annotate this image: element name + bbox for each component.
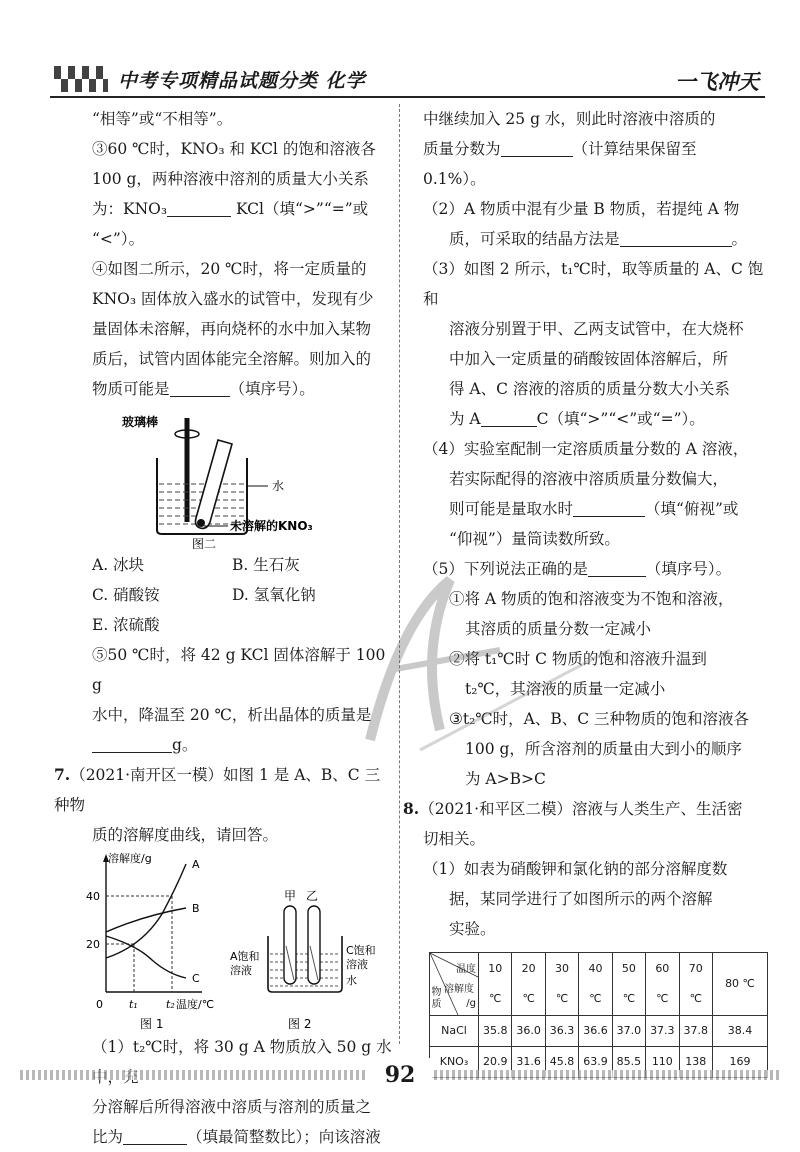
curve-label-c: C: [192, 972, 200, 985]
table-header-cell: 10 ℃: [479, 953, 512, 1016]
figure-caption: 图 1: [140, 1017, 164, 1031]
table-cell: 36.3: [545, 1016, 578, 1047]
option-c[interactable]: C. 硝酸铵: [92, 586, 160, 604]
table-header-cell: 40 ℃: [579, 953, 612, 1016]
page-footer: [0, 1058, 800, 1098]
text-line: “仰视”）量筒读数所致。: [449, 530, 620, 548]
text-line: [423, 494, 768, 524]
origin-label: 0: [96, 998, 103, 1011]
answer-blank[interactable]: [481, 408, 537, 427]
table-cell: 36.0: [512, 1016, 545, 1047]
answer-blank[interactable]: [167, 198, 231, 217]
y-label: 溶解度/g: [108, 852, 152, 865]
table-cell: 169: [713, 1047, 768, 1078]
curve-c: [106, 936, 186, 978]
option-list: [92, 550, 394, 640]
header-title: 中考专项精品试题分类 化学: [118, 70, 366, 92]
text-span: （填最简整数比）；向该溶液: [187, 1128, 381, 1146]
text-line: 质的溶解度曲线，请回答。: [92, 826, 279, 844]
text-line: 中加入一定质量的硝酸铵固体溶解后，所: [449, 350, 729, 368]
label-water: 水: [346, 974, 357, 987]
y-tick-40: 40: [86, 890, 100, 903]
text-span: （计算结果保留至: [572, 140, 697, 158]
option-e[interactable]: E. 浓硫酸: [92, 616, 160, 634]
label-c-solution-2: 溶液: [346, 958, 368, 971]
table-cell: 38.4: [713, 1016, 768, 1047]
text-line: 中继续加入 25 g 水，则此时溶液中溶质的: [423, 110, 716, 128]
text-line: 100 g，两种溶液中溶剂的质量大小关系: [92, 170, 369, 188]
answer-blank[interactable]: [573, 498, 645, 517]
text-span: g。: [172, 736, 198, 754]
text-span: 。: [731, 230, 748, 248]
table-row: [430, 1016, 768, 1047]
text-line: KNO₃ 固体放入盛水的试管中，发现有少: [92, 290, 374, 308]
figures-row: [86, 850, 394, 1032]
text-line: [92, 374, 394, 404]
text-line: 其溶质的质量分数一定减小: [465, 620, 652, 638]
left-column: [54, 104, 394, 1152]
corner-bottom: 物质: [431, 987, 442, 1010]
beaker-outline: [268, 936, 342, 992]
label-a-solution: A饱和: [230, 950, 260, 963]
text-line: 0.1%）。: [423, 170, 486, 188]
text-line: ③t₂℃时，A、B、C 三种物质的饱和溶液各: [449, 710, 750, 728]
table-header-cell: 20 ℃: [512, 953, 545, 1016]
curve-label-b: B: [192, 902, 200, 915]
table-cell: 45.8: [545, 1047, 578, 1078]
option-a[interactable]: A. 冰块: [92, 556, 145, 574]
table-cell: 63.9: [579, 1047, 612, 1078]
water-hatching: [270, 954, 340, 986]
question-7: [54, 760, 394, 820]
text-line: [92, 730, 394, 760]
text-span: 为 A: [449, 410, 481, 428]
solubility-chart: [86, 850, 392, 1032]
text-span: 比为: [92, 1128, 124, 1146]
undissolved-solid: [197, 519, 205, 527]
text-line: ⑤50 ℃时，将 42 g KCl 固体溶解于 100 g: [92, 646, 386, 694]
right-column: [403, 104, 768, 1078]
table-cell: 36.6: [579, 1016, 612, 1047]
text-line: 为 A>B>C: [465, 770, 546, 788]
answer-blank[interactable]: [92, 734, 172, 753]
table-header-cell: 60 ℃: [646, 953, 679, 1016]
x-tick-t1: t₁: [129, 998, 138, 1011]
question-number: 7.: [54, 765, 71, 784]
text-line: [92, 1122, 394, 1152]
text-line: ①将 A 物质的饱和溶液变为不饱和溶液，: [449, 590, 734, 608]
text-line: “相等”或“不相等”。: [92, 110, 233, 128]
answer-blank[interactable]: [170, 378, 230, 397]
text-line: t₂℃，其溶液的质量一定减小: [465, 680, 666, 698]
label-undissolved: 未溶解的KNO₃: [230, 519, 313, 533]
curve-label-a: A: [192, 858, 200, 871]
table-header-cell: 70 ℃: [679, 953, 712, 1016]
text-span: 为：KNO₃: [92, 200, 168, 218]
text-line: （4）实验室配制一定溶质质量分数的 A 溶液，: [423, 440, 749, 458]
table-header-cell: 50 ℃: [612, 953, 645, 1016]
page-number: 92: [368, 1058, 432, 1092]
table-cell: 85.5: [612, 1047, 645, 1078]
text-span: 质，可采取的结晶方法是: [449, 230, 620, 248]
table-cell: 37.8: [679, 1016, 712, 1047]
text-span: C（填“>”“<”或“=”）。: [536, 410, 705, 428]
text-span: 物质可能是: [92, 380, 170, 398]
text-line: 溶液分别置于甲、乙两支试管中，在大烧杯: [449, 320, 744, 338]
text-line: 若实际配得的溶液中溶质质量分数偏大，: [449, 470, 729, 488]
text-line: 量固体未溶解，再向烧杯的水中加入某物: [92, 320, 372, 338]
text-span: 质量分数为: [423, 140, 501, 158]
figure-caption: 图 2: [288, 1017, 312, 1031]
checker-logo: [54, 66, 108, 92]
column-divider: [399, 104, 400, 1044]
table-cell: 37.0: [612, 1016, 645, 1047]
text-line: [92, 194, 394, 224]
figure-caption: 图二: [192, 537, 217, 551]
text-span: （填序号）。: [229, 380, 315, 398]
text-span: （2021·南开区一模）如图 1 是 A、B、C 三种物: [54, 766, 381, 814]
label-jia: 甲: [284, 889, 297, 903]
beaker-diagram: [92, 404, 392, 550]
text-line: 分溶解后所得溶液中溶质与溶剂的质量之: [92, 1098, 372, 1116]
text-line: ④如图二所示，20 ℃时，将一定质量的: [92, 260, 367, 278]
table-cell: 37.3: [646, 1016, 679, 1047]
x-tick-t2: t₂: [166, 998, 175, 1011]
header-brand: 一飞冲天: [675, 69, 759, 94]
text-line: ②将 t₁℃时 C 物质的饱和溶液升温到: [449, 650, 707, 668]
label-c-solution: C饱和: [346, 944, 376, 957]
label-yi: 乙: [306, 889, 319, 903]
text-line: 100 g，所含溶剂的质量由大到小的顺序: [465, 740, 742, 758]
table-cell: 138: [679, 1047, 712, 1078]
option-b[interactable]: B. 生石灰: [232, 556, 300, 574]
text-line: 质后，试管内固体能完全溶解。则加入的: [92, 350, 372, 368]
text-line: 得 A、C 溶液的溶质的质量分数大小关系: [449, 380, 730, 398]
table-cell: KNO₃: [430, 1047, 479, 1078]
text-line: [423, 224, 768, 254]
table-corner-cell: [430, 953, 479, 1016]
text-line: [423, 554, 768, 584]
text-line: （2）A 物质中混有少量 B 物质，若提纯 A 物: [423, 200, 740, 218]
tube-beaker-figure: [230, 889, 376, 1031]
label-rod: 玻璃棒: [122, 415, 159, 429]
table-cell: 110: [646, 1047, 679, 1078]
curve-b: [106, 908, 186, 932]
label-water: 水: [272, 479, 285, 493]
text-line: 据，某同学进行了如图所示的两个溶解: [449, 890, 713, 908]
text-line: [423, 404, 768, 434]
corner-mid: 溶解度: [444, 984, 474, 995]
table-cell: 35.8: [479, 1016, 512, 1047]
text-line: （3）如图 2 所示，t₁℃时，取等质量的 A、C 饱和: [423, 260, 764, 308]
y-tick-20: 20: [86, 938, 100, 951]
label-a-solution-2: 溶液: [230, 964, 252, 977]
x-label: 温度/℃: [176, 998, 215, 1011]
corner-top: 温度: [456, 964, 476, 975]
header-rule: [50, 96, 765, 98]
text-span: （填“俯视”或: [645, 500, 739, 518]
text-span: 则可能是量取水时: [449, 500, 574, 518]
text-line: （1）t₂℃时，将 30 g A 物质放入 50 g 水: [92, 1038, 392, 1056]
text-line: ③60 ℃时，KNO₃ 和 KCl 的饱和溶液各: [92, 140, 376, 158]
text-span: KCl（填“>”“=”或: [236, 200, 369, 218]
beaker-figure-2: [92, 404, 394, 550]
question-number: 8.: [403, 799, 420, 818]
text-span: （5）下列说法正确的是: [423, 560, 588, 578]
answer-blank[interactable]: [123, 1126, 187, 1145]
table-header-cell: 80 ℃: [713, 953, 768, 1016]
text-line: （1）如表为硝酸钾和氯化钠的部分溶解度数: [423, 860, 728, 878]
test-tube-yi: [308, 906, 320, 984]
text-span: （填序号）。: [645, 560, 732, 578]
text-line: 切相关。: [423, 830, 486, 848]
text-line: 水中，降温至 20 ℃，析出晶体的质量是: [92, 706, 372, 724]
text-line: “<”）。: [92, 230, 145, 248]
text-span: （2021·和平区二模）溶液与人类生产、生活密: [419, 800, 743, 818]
test-tube-jia: [284, 906, 296, 984]
table-cell: 31.6: [512, 1047, 545, 1078]
table-header-cell: 30 ℃: [545, 953, 578, 1016]
page-header: [50, 62, 765, 98]
text-line: [423, 134, 768, 164]
table-cell: 20.9: [479, 1047, 512, 1078]
corner-unit: /g: [466, 998, 476, 1009]
question-8: [403, 794, 768, 824]
answer-blank[interactable]: [620, 228, 732, 247]
option-d[interactable]: D. 氢氧化钠: [232, 586, 316, 604]
text-line: 实验。: [449, 920, 496, 938]
table-header-row: [430, 953, 768, 1016]
answer-blank[interactable]: [588, 558, 646, 577]
answer-blank[interactable]: [501, 138, 573, 157]
table-cell: NaCl: [430, 1016, 479, 1047]
